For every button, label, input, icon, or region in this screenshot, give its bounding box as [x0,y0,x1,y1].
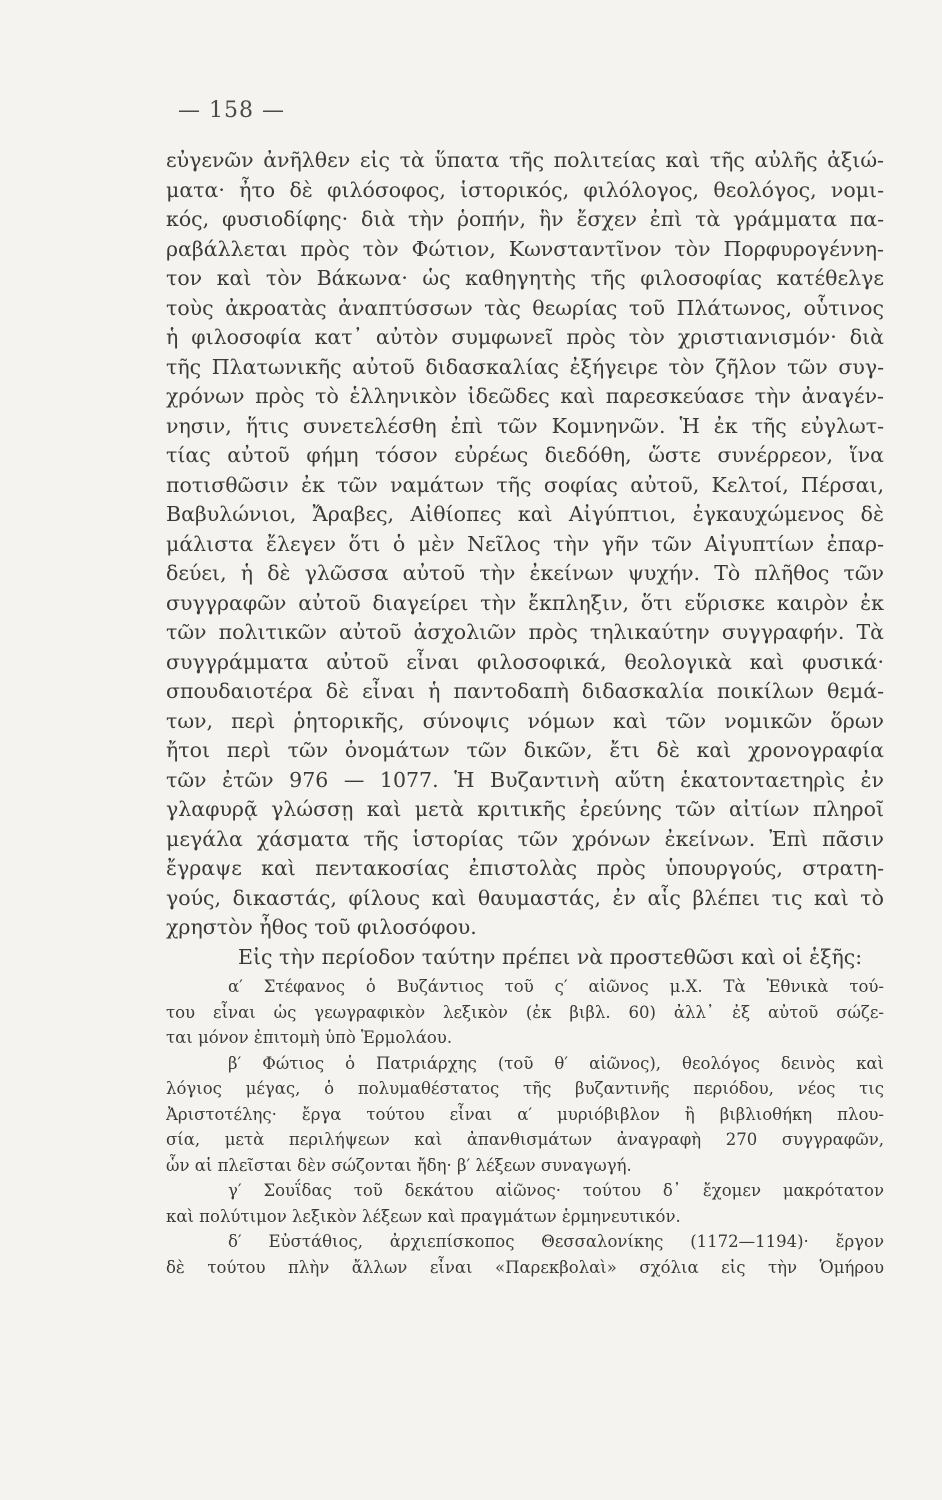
text-line: συγγράμματα αὐτοῦ εἶναι φιλοσοφικά, θεολογικὰ καὶ φυσικά· [166,649,884,674]
text-line: τον καὶ τὸν Βάκωνα· ὡς καθηγητὴς τῆς φιλοσοφίας κατέθελγε [166,266,884,290]
text-line: ἤτοι περὶ τῶν ὀνομάτων τῶν δικῶν, ἔτι δὲ καὶ χρονογραφία [166,738,884,762]
text-line: μάλιστα ἔλεγεν ὅτι ὁ μὲν Νεῖλος τὴν γῆν τῶν Αἰγυπτίων ἐπαρ- [166,531,884,556]
text-line: Εἰς τὴν περίοδον ταύτην πρέπει νὰ προστεθῶσι καὶ οἱ ἑξῆς: [238,944,863,969]
list-line: Ἀριστοτέλης· ἔργα τούτου εἶναι α′ μυριόβιβλον ἢ βιβλιοθήκη πλου- [166,1104,884,1124]
text-line: συγγραφῶν αὐτοῦ διαγείρει τὴν ἔκπληξιν, ὅτι εὕρισκε καιρὸν ἐκ [166,590,884,615]
text-line: νησιν, ἥτις συνετελέσθη ἐπὶ τῶν Κομνηνῶν. Ἡ ἐκ τῆς εὐγλωτ- [166,413,884,438]
list-line: γ′ Σουΐδας τοῦ δεκάτου αἰῶνος· τούτου δ᾽ ἔχομεν μακρότατον [228,1181,884,1200]
text-line: τῶν ἐτῶν 976 — 1077. Ἡ Βυζαντινὴ αὕτη ἑκατονταετηρὶς ἐν [166,767,884,792]
list-line: του εἶναι ὡς γεωγραφικὸν λεξικὸν (ἐκ βιβλ. 60) ἀλλ᾽ ἐξ αὐτοῦ σώζε- [166,1002,884,1022]
text-line: ἡ φιλοσοφία κατ᾽ αὐτὸν συμφωνεῖ πρὸς τὸν χριστιανισμόν· διὰ [166,325,884,349]
text-line: ποτισθῶσιν ἐκ τῶν ναμάτων τῆς σοφίας αὐτοῦ, Κελτοί, Πέρσαι, [166,472,884,497]
list-line: λόγιος μέγας, ὁ πολυμαθέστατος τῆς βυζαντινῆς περιόδου, νέος τις [166,1079,884,1098]
list-line: σία, μετὰ περιλήψεων καὶ ἀπανθισμάτων ἀναγραφὴ 270 συγγραφῶν, [166,1130,884,1149]
text-line: γλαφυρᾷ γλώσσῃ καὶ μετὰ κριτικῆς ἐρεύνης τῶν αἰτίων πληροῖ [166,797,884,821]
text-line: χρηστὸν ἦθος τοῦ φιλοσόφου. [166,915,477,939]
text-line: δεύει, ἡ δὲ γλῶσσα αὐτοῦ τὴν ἐκείνων ψυχήν. Τὸ πλῆθος τῶν [166,561,884,585]
text-line: τῆς Πλατωνικῆς αὐτοῦ διδασκαλίας ἐξήγειρε τὸν ζῆλον τῶν συγ- [166,354,884,379]
list-line: δὲ τούτου πλὴν ἄλλων εἶναι «Παρεκβολαὶ» σχόλια εἰς τὴν Ὁμήρου [166,1257,884,1277]
list-line: α′ Στέφανος ὁ Βυζάντιος τοῦ ς′ αἰῶνος μ.Χ. Τὰ Ἐθνικὰ τού- [228,977,884,996]
list-line: ται μόνον ἐπιτομὴ ὑπὸ Ἑρμολάου. [166,1028,453,1047]
text-line: ἔγραψε καὶ πεντακοσίας ἐπιστολὰς πρὸς ὑπουργούς, στρατη- [166,856,884,880]
text-line: τίας αὐτοῦ φήμη τόσον εὐρέως διεδόθη, ὥστε συνέρρεον, ἵνα [166,443,884,467]
list-line: ὧν αἱ πλεῖσται δὲν σώζονται ἤδη· β′ λέξεων συναγωγή. [166,1155,632,1175]
text-line: χρόνων πρὸς τὸ ἑλληνικὸν ἰδεῶδες καὶ παρεσκεύασε τὴν ἀναγέν- [166,384,884,408]
text-line: μεγάλα χάσματα τῆς ἱστορίας τῶν χρόνων ἐκείνων. Ἐπὶ πᾶσιν [166,826,884,851]
text-line: τῶν πολιτικῶν αὐτοῦ ἀσχολιῶν πρὸς τηλικαύτην συγγραφήν. Τὰ [166,620,884,644]
text-line: των, περὶ ῥητορικῆς, σύνοψις νόμων καὶ τῶν νομικῶν ὅρων [166,708,884,733]
list-line: καὶ πολύτιμον λεξικὸν λέξεων καὶ πραγμάτων ἑρμηνευτικόν. [166,1206,681,1226]
list-section [166,974,884,1280]
text-line: κός, φυσιοδίφης· διὰ τὴν ῥοπήν, ἣν ἔσχεν ἐπὶ τὰ γράμματα πα- [166,207,884,231]
page-number: — 158 — [178,98,285,123]
text-line: ματα· ἦτο δὲ φιλόσοφος, ἱστορικός, φιλόλογος, θεολόγος, νομι- [166,177,884,202]
text-line: Βαβυλώνιοι, Ἄραβες, Αἰθίοπες καὶ Αἰγύπτιοι, ἐγκαυχώμενος δὲ [166,502,884,526]
text-line: σπουδαιοτέρα δὲ εἶναι ἡ παντοδαπὴ διδασκαλία ποικίλων θεμά- [166,679,884,703]
text-line: ραβάλλεται πρὸς τὸν Φώτιον, Κωνσταντῖνον τὸν Πορφυρογέννη- [166,236,884,261]
text-line: γούς, δικαστάς, φίλους καὶ θαυμαστάς, ἐν αἷς βλέπει τις καὶ τὸ [166,885,884,910]
list-line: β′ Φώτιος ὁ Πατριάρχης (τοῦ θ′ αἰῶνος), θεολόγος δεινὸς καὶ [228,1053,884,1073]
text-line: εὐγενῶν ἀνῆλθεν εἰς τὰ ὕπατα τῆς πολιτείας καὶ τῆς αὐλῆς ἀξιώ- [166,148,884,172]
text-line: τοὺς ἀκροατὰς ἀναπτύσσων τὰς θεωρίας τοῦ Πλάτωνος, οὗτινος [166,295,884,320]
list-line: δ′ Εὐστάθιος, ἀρχιεπίσκοπος Θεσσαλονίκης (1172—1194)· ἔργον [228,1232,884,1251]
main-text [166,146,884,1280]
